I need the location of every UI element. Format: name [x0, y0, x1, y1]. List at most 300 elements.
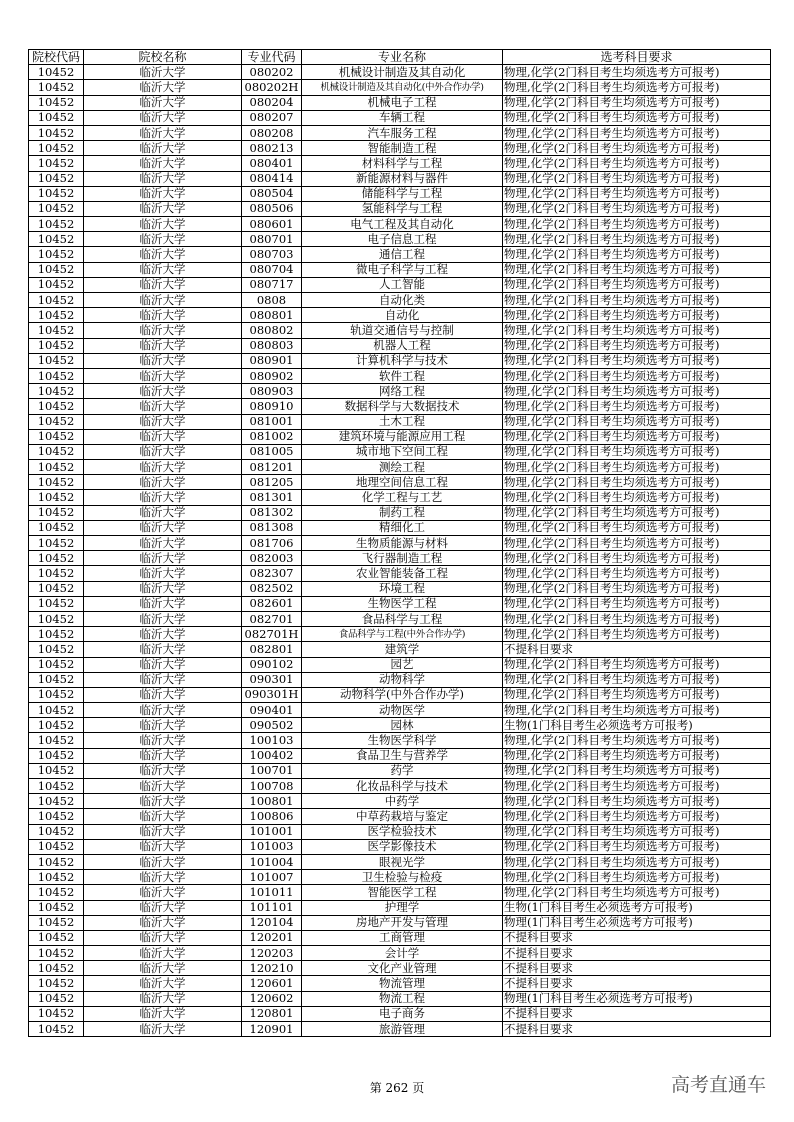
cell-school-name: 临沂大学: [84, 505, 242, 520]
cell-major-code: 080903: [242, 384, 302, 399]
cell-school-name: 临沂大学: [84, 885, 242, 900]
table-row: [29, 475, 771, 490]
cell-subject-requirement: 物理,化学(2门科目考生均须选考方可报考): [503, 536, 771, 551]
cell-school-name: 临沂大学: [84, 915, 242, 930]
cell-major-name: 机器人工程: [302, 338, 503, 353]
cell-school-code: 10452: [29, 611, 84, 626]
cell-subject-requirement: 物理(1门科目考生必须选考方可报考): [503, 915, 771, 930]
cell-school-name: 临沂大学: [84, 961, 242, 976]
cell-subject-requirement: 物理,化学(2门科目考生均须选考方可报考): [503, 854, 771, 869]
cell-major-code: 081205: [242, 475, 302, 490]
cell-school-code: 10452: [29, 1022, 84, 1037]
cell-school-code: 10452: [29, 581, 84, 596]
cell-subject-requirement: 物理,化学(2门科目考生均须选考方可报考): [503, 475, 771, 490]
cell-major-name: 物流工程: [302, 991, 503, 1006]
table-row: [29, 657, 771, 672]
cell-school-name: 临沂大学: [84, 232, 242, 247]
table-row: [29, 277, 771, 292]
table-row: [29, 566, 771, 581]
cell-school-code: 10452: [29, 323, 84, 338]
cell-subject-requirement: 不提科目要求: [503, 976, 771, 991]
cell-major-name: 化妆品科学与技术: [302, 779, 503, 794]
cell-subject-requirement: 物理,化学(2门科目考生均须选考方可报考): [503, 763, 771, 778]
cell-school-name: 临沂大学: [84, 384, 242, 399]
cell-major-code: 081302: [242, 505, 302, 520]
cell-major-code: 100402: [242, 748, 302, 763]
cell-subject-requirement: 物理,化学(2门科目考生均须选考方可报考): [503, 809, 771, 824]
cell-school-code: 10452: [29, 262, 84, 277]
cell-subject-requirement: 物理,化学(2门科目考生均须选考方可报考): [503, 824, 771, 839]
table-row: [29, 748, 771, 763]
cell-school-name: 临沂大学: [84, 247, 242, 262]
table-row: [29, 110, 771, 125]
cell-major-name: 通信工程: [302, 247, 503, 262]
cell-major-code: 101101: [242, 900, 302, 915]
table-row: [29, 171, 771, 186]
table-row: [29, 262, 771, 277]
cell-subject-requirement: 物理,化学(2门科目考生均须选考方可报考): [503, 399, 771, 414]
cell-major-code: 080704: [242, 262, 302, 277]
cell-school-code: 10452: [29, 444, 84, 459]
cell-major-code: 080213: [242, 141, 302, 156]
cell-school-code: 10452: [29, 368, 84, 383]
cell-major-code: 120801: [242, 1006, 302, 1021]
cell-school-code: 10452: [29, 399, 84, 414]
admission-requirements-table: [28, 49, 771, 1037]
table-row: [29, 733, 771, 748]
cell-major-code: 120602: [242, 991, 302, 1006]
table-row: [29, 201, 771, 216]
logo-watermark: 高考直通车: [670, 1074, 766, 1096]
cell-school-name: 临沂大学: [84, 338, 242, 353]
cell-subject-requirement: 物理,化学(2门科目考生均须选考方可报考): [503, 80, 771, 95]
cell-school-name: 临沂大学: [84, 763, 242, 778]
table-row: [29, 156, 771, 171]
table-row: [29, 611, 771, 626]
table-row: [29, 642, 771, 657]
cell-school-code: 10452: [29, 429, 84, 444]
cell-major-name: 卫生检验与检疫: [302, 870, 503, 885]
cell-school-code: 10452: [29, 991, 84, 1006]
cell-subject-requirement: 物理,化学(2门科目考生均须选考方可报考): [503, 520, 771, 535]
table-row: [29, 414, 771, 429]
table-row: [29, 930, 771, 945]
cell-major-name: 生物质能源与材料: [302, 536, 503, 551]
cell-school-code: 10452: [29, 839, 84, 854]
cell-school-name: 临沂大学: [84, 900, 242, 915]
cell-school-code: 10452: [29, 490, 84, 505]
cell-major-name: 护理学: [302, 900, 503, 915]
cell-major-code: 082701H: [242, 627, 302, 642]
cell-major-code: 120901: [242, 1022, 302, 1037]
cell-school-code: 10452: [29, 353, 84, 368]
table-row: [29, 839, 771, 854]
cell-major-code: 080414: [242, 171, 302, 186]
table-row: [29, 703, 771, 718]
table-row: [29, 1006, 771, 1021]
table-row: [29, 217, 771, 232]
cell-major-name: 土木工程: [302, 414, 503, 429]
cell-school-name: 临沂大学: [84, 460, 242, 475]
table-row: [29, 915, 771, 930]
cell-major-code: 100103: [242, 733, 302, 748]
cell-major-name: 自动化: [302, 308, 503, 323]
cell-major-code: 120104: [242, 915, 302, 930]
cell-major-name: 机械设计制造及其自动化: [302, 65, 503, 80]
cell-school-code: 10452: [29, 536, 84, 551]
cell-school-name: 临沂大学: [84, 65, 242, 80]
cell-school-code: 10452: [29, 900, 84, 915]
cell-school-name: 临沂大学: [84, 399, 242, 414]
cell-subject-requirement: 物理,化学(2门科目考生均须选考方可报考): [503, 186, 771, 201]
table-row: [29, 247, 771, 262]
cell-major-code: 100801: [242, 794, 302, 809]
cell-major-code: 101001: [242, 824, 302, 839]
table-row: [29, 581, 771, 596]
table-row: [29, 687, 771, 702]
cell-major-name: 自动化类: [302, 293, 503, 308]
cell-school-name: 临沂大学: [84, 262, 242, 277]
cell-major-name: 氢能科学与工程: [302, 201, 503, 216]
table-row: [29, 125, 771, 140]
header-major-name: 专业名称: [302, 50, 503, 65]
cell-school-name: 临沂大学: [84, 156, 242, 171]
cell-major-code: 101011: [242, 885, 302, 900]
table-row: [29, 460, 771, 475]
cell-school-name: 临沂大学: [84, 201, 242, 216]
cell-major-name: 眼视光学: [302, 854, 503, 869]
cell-major-name: 生物医学科学: [302, 733, 503, 748]
cell-school-name: 临沂大学: [84, 490, 242, 505]
cell-school-code: 10452: [29, 505, 84, 520]
cell-major-name: 中药学: [302, 794, 503, 809]
cell-subject-requirement: 物理,化学(2门科目考生均须选考方可报考): [503, 323, 771, 338]
cell-school-code: 10452: [29, 824, 84, 839]
table-row: [29, 353, 771, 368]
cell-school-name: 临沂大学: [84, 687, 242, 702]
cell-major-name: 生物医学工程: [302, 596, 503, 611]
table-row: [29, 505, 771, 520]
cell-subject-requirement: 物理,化学(2门科目考生均须选考方可报考): [503, 217, 771, 232]
cell-subject-requirement: 物理,化学(2门科目考生均须选考方可报考): [503, 429, 771, 444]
cell-subject-requirement: 物理,化学(2门科目考生均须选考方可报考): [503, 672, 771, 687]
cell-school-code: 10452: [29, 1006, 84, 1021]
cell-school-name: 临沂大学: [84, 520, 242, 535]
cell-subject-requirement: 物理,化学(2门科目考生均须选考方可报考): [503, 95, 771, 110]
cell-school-name: 临沂大学: [84, 824, 242, 839]
cell-school-name: 临沂大学: [84, 429, 242, 444]
table-body: [29, 65, 771, 1037]
cell-major-name: 数据科学与大数据技术: [302, 399, 503, 414]
cell-subject-requirement: 物理,化学(2门科目考生均须选考方可报考): [503, 444, 771, 459]
table-row: [29, 399, 771, 414]
table-row: [29, 824, 771, 839]
cell-school-name: 临沂大学: [84, 870, 242, 885]
cell-school-name: 临沂大学: [84, 627, 242, 642]
table-row: [29, 141, 771, 156]
cell-major-name: 测绘工程: [302, 460, 503, 475]
table-row: [29, 429, 771, 444]
cell-major-name: 机械电子工程: [302, 95, 503, 110]
cell-school-code: 10452: [29, 657, 84, 672]
cell-school-name: 临沂大学: [84, 718, 242, 733]
cell-subject-requirement: 不提科目要求: [503, 930, 771, 945]
cell-school-name: 临沂大学: [84, 809, 242, 824]
cell-major-code: 100708: [242, 779, 302, 794]
cell-major-code: 081201: [242, 460, 302, 475]
table-row: [29, 900, 771, 915]
cell-major-name: 食品科学与工程: [302, 611, 503, 626]
cell-school-code: 10452: [29, 186, 84, 201]
cell-subject-requirement: 不提科目要求: [503, 642, 771, 657]
cell-major-name: 会计学: [302, 946, 503, 961]
cell-school-code: 10452: [29, 308, 84, 323]
cell-subject-requirement: 物理,化学(2门科目考生均须选考方可报考): [503, 505, 771, 520]
table-row: [29, 809, 771, 824]
cell-major-code: 081005: [242, 444, 302, 459]
cell-major-code: 080902: [242, 368, 302, 383]
cell-school-name: 临沂大学: [84, 581, 242, 596]
cell-subject-requirement: 物理,化学(2门科目考生均须选考方可报考): [503, 171, 771, 186]
cell-major-name: 精细化工: [302, 520, 503, 535]
cell-school-name: 临沂大学: [84, 186, 242, 201]
cell-major-name: 汽车服务工程: [302, 125, 503, 140]
table-row: [29, 520, 771, 535]
cell-major-name: 医学影像技术: [302, 839, 503, 854]
cell-major-code: 080401: [242, 156, 302, 171]
cell-major-name: 人工智能: [302, 277, 503, 292]
cell-school-name: 临沂大学: [84, 277, 242, 292]
cell-school-code: 10452: [29, 217, 84, 232]
table-row: [29, 384, 771, 399]
table-row: [29, 323, 771, 338]
table-row: [29, 80, 771, 95]
cell-school-code: 10452: [29, 156, 84, 171]
cell-school-name: 临沂大学: [84, 703, 242, 718]
cell-subject-requirement: 物理,化学(2门科目考生均须选考方可报考): [503, 687, 771, 702]
cell-major-code: 082801: [242, 642, 302, 657]
cell-major-code: 100701: [242, 763, 302, 778]
cell-school-code: 10452: [29, 763, 84, 778]
table-row: [29, 293, 771, 308]
table-row: [29, 338, 771, 353]
cell-subject-requirement: 不提科目要求: [503, 961, 771, 976]
table-row: [29, 779, 771, 794]
cell-subject-requirement: 物理,化学(2门科目考生均须选考方可报考): [503, 368, 771, 383]
cell-major-code: 081301: [242, 490, 302, 505]
cell-major-name: 动物科学(中外合作办学): [302, 687, 503, 702]
cell-major-code: 082502: [242, 581, 302, 596]
cell-major-name: 化学工程与工艺: [302, 490, 503, 505]
cell-school-name: 临沂大学: [84, 308, 242, 323]
cell-school-name: 临沂大学: [84, 551, 242, 566]
cell-major-code: 080703: [242, 247, 302, 262]
cell-school-code: 10452: [29, 520, 84, 535]
cell-school-name: 临沂大学: [84, 323, 242, 338]
cell-major-code: 080803: [242, 338, 302, 353]
cell-school-code: 10452: [29, 232, 84, 247]
cell-school-code: 10452: [29, 961, 84, 976]
cell-subject-requirement: 物理,化学(2门科目考生均须选考方可报考): [503, 733, 771, 748]
table-row: [29, 672, 771, 687]
cell-subject-requirement: 物理,化学(2门科目考生均须选考方可报考): [503, 338, 771, 353]
cell-school-code: 10452: [29, 460, 84, 475]
cell-major-name: 微电子科学与工程: [302, 262, 503, 277]
cell-school-code: 10452: [29, 596, 84, 611]
cell-major-name: 建筑学: [302, 642, 503, 657]
cell-major-code: 080204: [242, 95, 302, 110]
cell-subject-requirement: 物理,化学(2门科目考生均须选考方可报考): [503, 201, 771, 216]
cell-major-code: 120203: [242, 946, 302, 961]
cell-school-name: 临沂大学: [84, 293, 242, 308]
table-row: [29, 946, 771, 961]
cell-major-code: 082601: [242, 596, 302, 611]
cell-school-code: 10452: [29, 627, 84, 642]
table-header-row: [29, 50, 771, 65]
cell-school-code: 10452: [29, 247, 84, 262]
cell-school-code: 10452: [29, 733, 84, 748]
cell-subject-requirement: 不提科目要求: [503, 1022, 771, 1037]
cell-school-name: 临沂大学: [84, 748, 242, 763]
cell-subject-requirement: 物理,化学(2门科目考生均须选考方可报考): [503, 110, 771, 125]
cell-school-code: 10452: [29, 794, 84, 809]
cell-school-code: 10452: [29, 551, 84, 566]
cell-subject-requirement: 物理,化学(2门科目考生均须选考方可报考): [503, 703, 771, 718]
cell-school-name: 临沂大学: [84, 991, 242, 1006]
cell-subject-requirement: 物理,化学(2门科目考生均须选考方可报考): [503, 490, 771, 505]
cell-school-name: 临沂大学: [84, 839, 242, 854]
cell-major-name: 园艺: [302, 657, 503, 672]
cell-major-name: 环境工程: [302, 581, 503, 596]
cell-major-code: 100806: [242, 809, 302, 824]
cell-major-name: 食品卫生与营养学: [302, 748, 503, 763]
cell-school-code: 10452: [29, 748, 84, 763]
cell-major-name: 动物科学: [302, 672, 503, 687]
table-row: [29, 718, 771, 733]
cell-major-name: 食品科学与工程(中外合作办学): [302, 627, 503, 642]
cell-school-name: 临沂大学: [84, 642, 242, 657]
cell-school-code: 10452: [29, 976, 84, 991]
cell-major-name: 智能医学工程: [302, 885, 503, 900]
cell-school-name: 临沂大学: [84, 611, 242, 626]
table-row: [29, 186, 771, 201]
header-subject-requirement: 选考科目要求: [503, 50, 771, 65]
cell-school-name: 临沂大学: [84, 475, 242, 490]
cell-major-name: 车辆工程: [302, 110, 503, 125]
cell-subject-requirement: 生物(1门科目考生必须选考方可报考): [503, 718, 771, 733]
cell-subject-requirement: 物理,化学(2门科目考生均须选考方可报考): [503, 748, 771, 763]
cell-major-code: 120601: [242, 976, 302, 991]
cell-subject-requirement: 物理,化学(2门科目考生均须选考方可报考): [503, 581, 771, 596]
cell-subject-requirement: 不提科目要求: [503, 1006, 771, 1021]
cell-subject-requirement: 物理,化学(2门科目考生均须选考方可报考): [503, 141, 771, 156]
cell-subject-requirement: 物理,化学(2门科目考生均须选考方可报考): [503, 353, 771, 368]
cell-school-code: 10452: [29, 809, 84, 824]
cell-school-code: 10452: [29, 885, 84, 900]
table-row: [29, 95, 771, 110]
cell-subject-requirement: 物理,化学(2门科目考生均须选考方可报考): [503, 293, 771, 308]
table-row: [29, 627, 771, 642]
cell-major-code: 082307: [242, 566, 302, 581]
table-row: [29, 596, 771, 611]
cell-school-code: 10452: [29, 475, 84, 490]
cell-major-code: 080506: [242, 201, 302, 216]
cell-subject-requirement: 物理,化学(2门科目考生均须选考方可报考): [503, 839, 771, 854]
table-row: [29, 854, 771, 869]
cell-major-code: 081002: [242, 429, 302, 444]
cell-major-name: 材料科学与工程: [302, 156, 503, 171]
cell-major-code: 120201: [242, 930, 302, 945]
table-row: [29, 536, 771, 551]
cell-subject-requirement: 物理,化学(2门科目考生均须选考方可报考): [503, 870, 771, 885]
cell-subject-requirement: 物理,化学(2门科目考生均须选考方可报考): [503, 779, 771, 794]
cell-school-name: 临沂大学: [84, 596, 242, 611]
cell-subject-requirement: 生物(1门科目考生必须选考方可报考): [503, 900, 771, 915]
cell-school-name: 临沂大学: [84, 946, 242, 961]
cell-major-code: 080901: [242, 353, 302, 368]
cell-major-name: 电子商务: [302, 1006, 503, 1021]
cell-school-code: 10452: [29, 141, 84, 156]
cell-subject-requirement: 物理,化学(2门科目考生均须选考方可报考): [503, 596, 771, 611]
cell-major-name: 制药工程: [302, 505, 503, 520]
cell-school-name: 临沂大学: [84, 141, 242, 156]
cell-school-code: 10452: [29, 930, 84, 945]
cell-school-name: 临沂大学: [84, 854, 242, 869]
table-row: [29, 976, 771, 991]
cell-major-code: 090102: [242, 657, 302, 672]
cell-major-code: 080601: [242, 217, 302, 232]
cell-major-name: 动物医学: [302, 703, 503, 718]
cell-subject-requirement: 物理,化学(2门科目考生均须选考方可报考): [503, 384, 771, 399]
cell-school-name: 临沂大学: [84, 444, 242, 459]
cell-school-code: 10452: [29, 946, 84, 961]
table-row: [29, 308, 771, 323]
cell-major-name: 文化产业管理: [302, 961, 503, 976]
cell-subject-requirement: 物理,化学(2门科目考生均须选考方可报考): [503, 262, 771, 277]
cell-major-code: 090401: [242, 703, 302, 718]
table-row: [29, 490, 771, 505]
cell-major-code: 081001: [242, 414, 302, 429]
cell-subject-requirement: 物理(1门科目考生必须选考方可报考): [503, 991, 771, 1006]
cell-major-code: 080802: [242, 323, 302, 338]
cell-school-code: 10452: [29, 293, 84, 308]
cell-subject-requirement: 不提科目要求: [503, 946, 771, 961]
cell-major-name: 药学: [302, 763, 503, 778]
cell-school-code: 10452: [29, 687, 84, 702]
cell-major-code: 101007: [242, 870, 302, 885]
cell-subject-requirement: 物理,化学(2门科目考生均须选考方可报考): [503, 460, 771, 475]
cell-school-code: 10452: [29, 95, 84, 110]
cell-school-name: 临沂大学: [84, 930, 242, 945]
cell-major-name: 机械设计制造及其自动化(中外合作办学): [302, 80, 503, 95]
cell-major-code: 081308: [242, 520, 302, 535]
cell-major-name: 旅游管理: [302, 1022, 503, 1037]
cell-major-name: 房地产开发与管理: [302, 915, 503, 930]
cell-major-code: 080207: [242, 110, 302, 125]
cell-major-code: 120210: [242, 961, 302, 976]
cell-major-name: 中草药栽培与鉴定: [302, 809, 503, 824]
cell-school-name: 临沂大学: [84, 80, 242, 95]
cell-major-code: 090502: [242, 718, 302, 733]
cell-major-code: 082003: [242, 551, 302, 566]
cell-major-code: 090301: [242, 672, 302, 687]
header-school-name: 院校名称: [84, 50, 242, 65]
cell-school-name: 临沂大学: [84, 414, 242, 429]
cell-subject-requirement: 物理,化学(2门科目考生均须选考方可报考): [503, 277, 771, 292]
cell-school-name: 临沂大学: [84, 353, 242, 368]
cell-school-code: 10452: [29, 125, 84, 140]
cell-major-code: 080202: [242, 65, 302, 80]
